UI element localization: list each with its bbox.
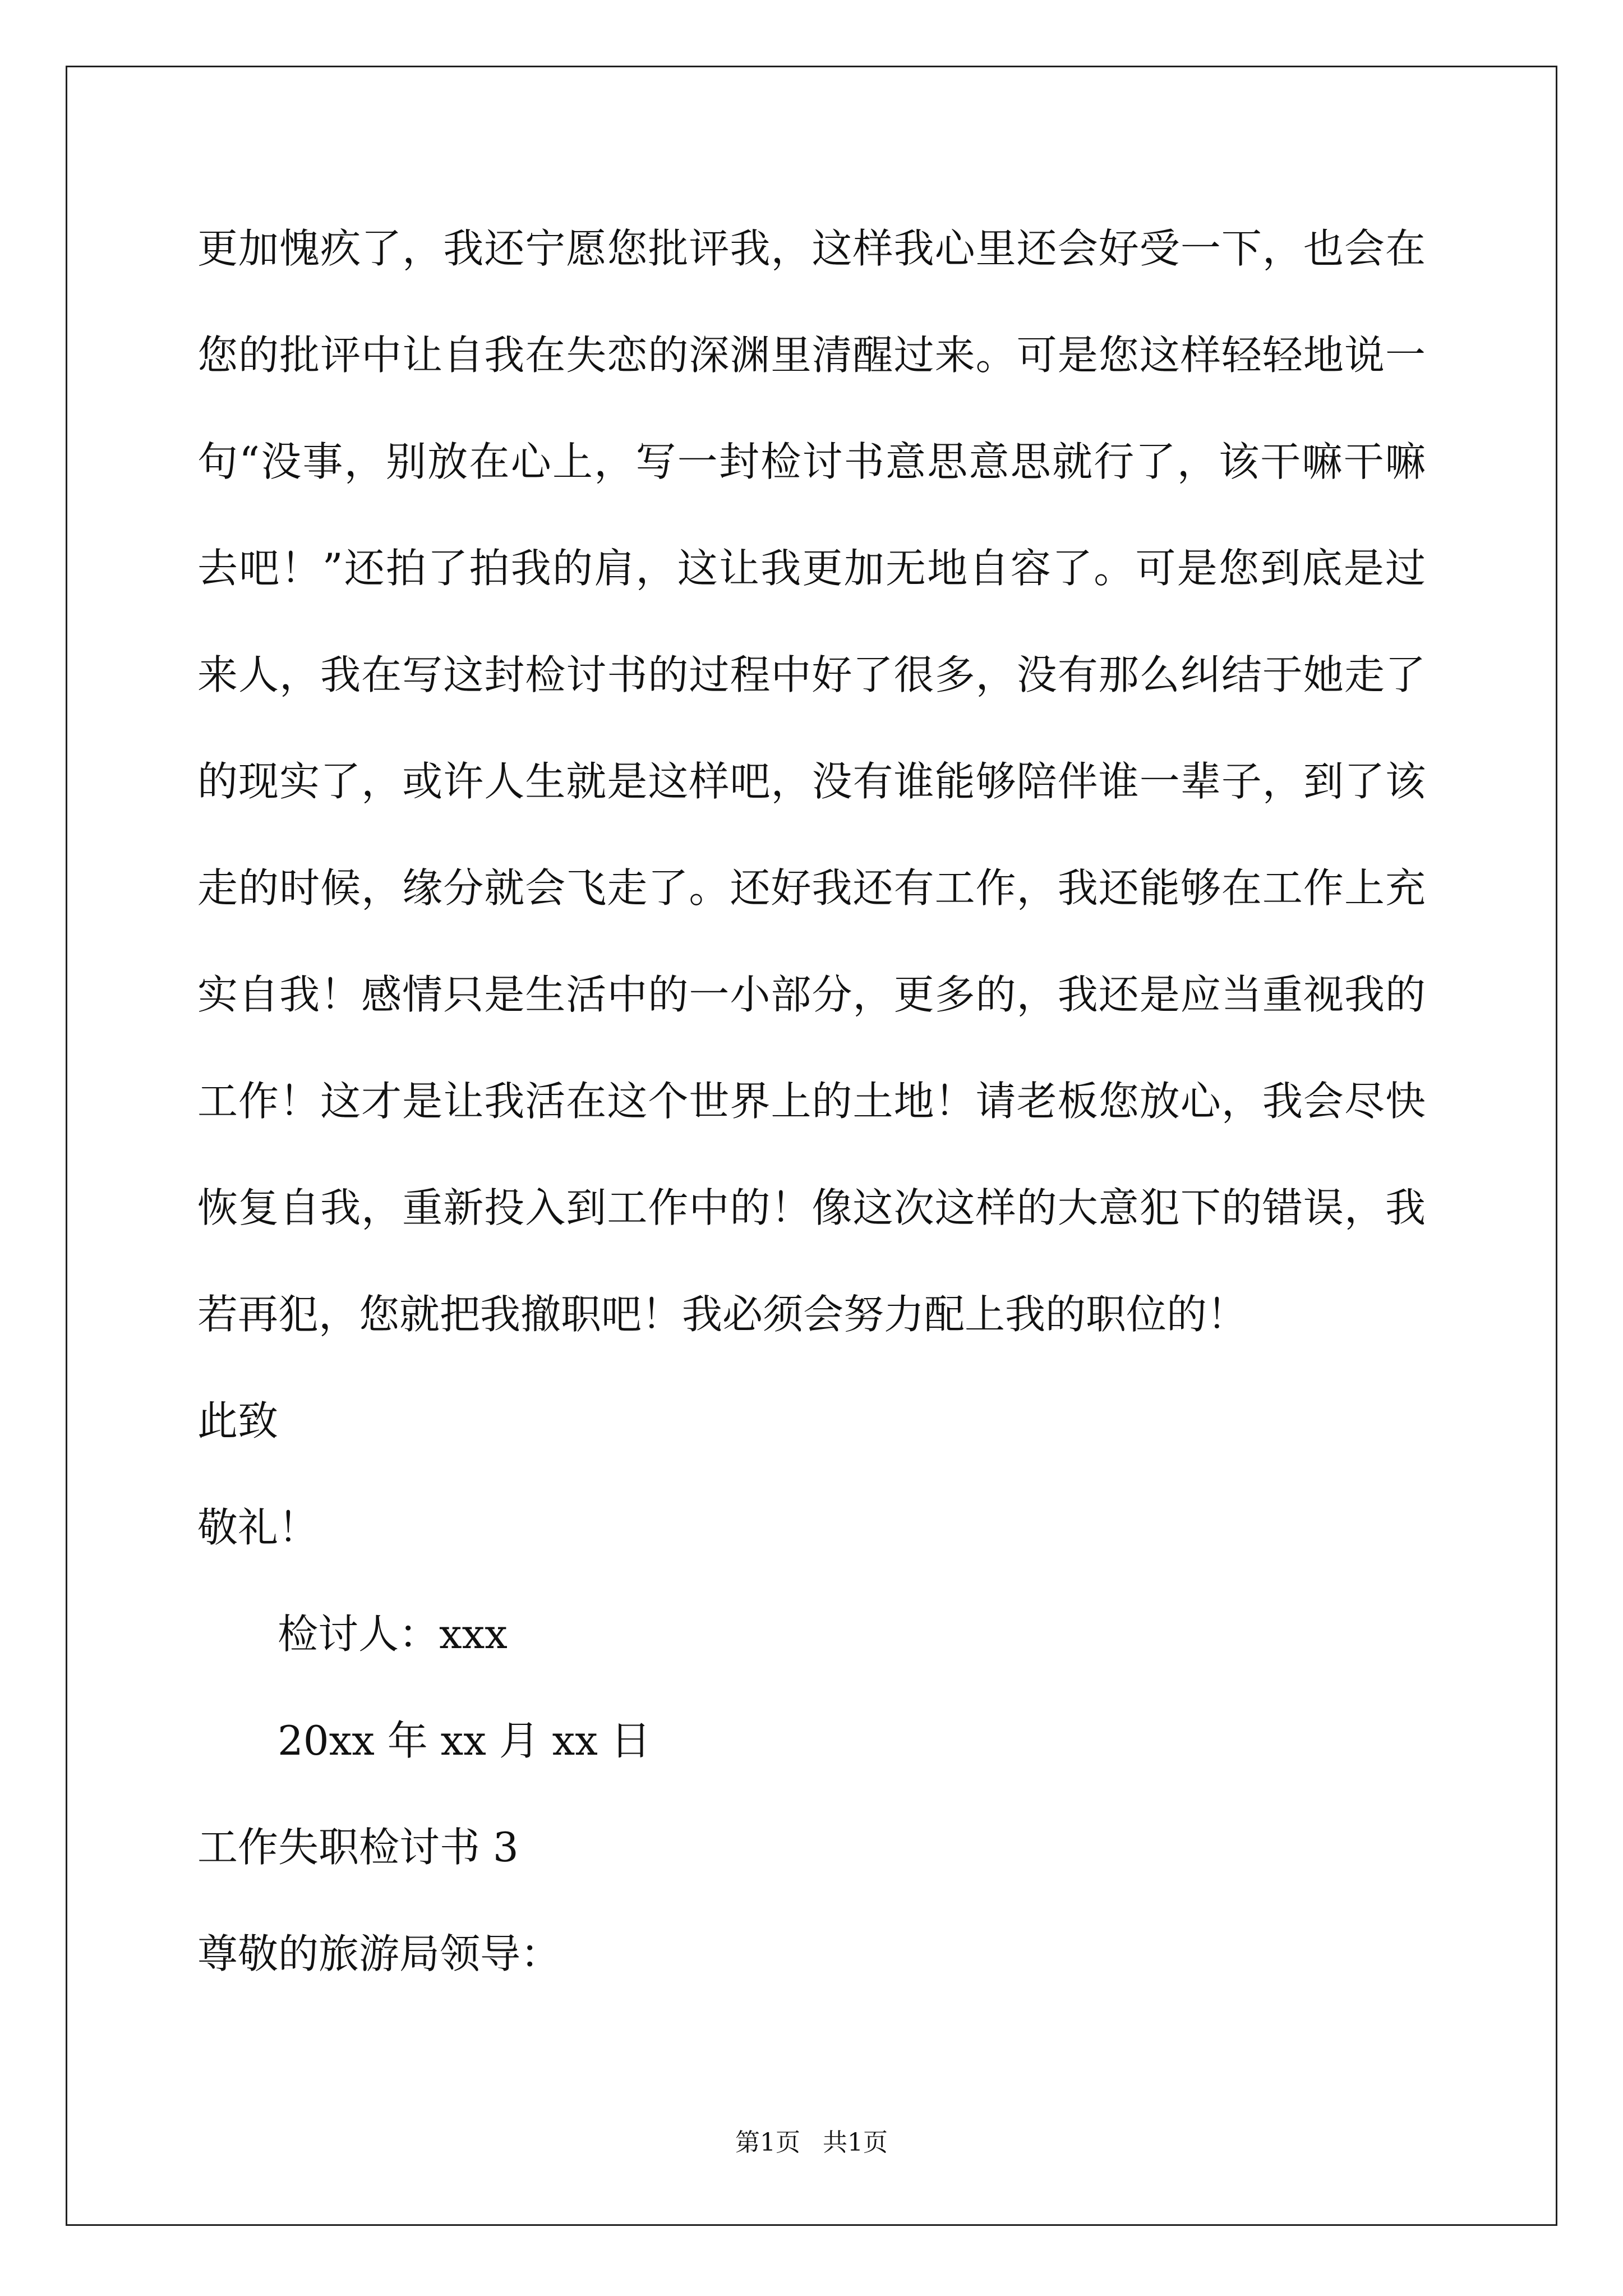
body-line: 您的批评中让自我在失恋的深渊里清醒过来。可是您这样轻轻地说一	[197, 332, 1426, 379]
body-line: 若再犯，您就把我撤职吧！我必须会努力配上我的职位的！	[197, 1291, 1248, 1338]
greeting-line: 尊敬的旅游局领导：	[197, 1930, 561, 1977]
body-line: 恢复自我，重新投入到工作中的！像这次这样的大意犯下的错误，我	[197, 1184, 1426, 1231]
body-line: 工作！这才是让我活在这个世界上的土地！请老板您放心，我会尽快	[197, 1078, 1426, 1125]
body-line: 的现实了，或许人生就是这样吧，没有谁能够陪伴谁一辈子，到了该	[197, 758, 1426, 805]
body-line: 走的时候，缘分就会飞走了。还好我还有工作，我还能够在工作上充	[197, 864, 1426, 912]
body-line: 更加愧疚了，我还宁愿您批评我，这样我心里还会好受一下，也会在	[197, 225, 1426, 272]
page-total: 共1页	[823, 2128, 888, 2157]
signature-line: 检讨人：xxx	[278, 1611, 508, 1658]
document-body	[197, 195, 1426, 2007]
page-number: 第1页	[735, 2128, 800, 2157]
section-title: 工作失职检讨书 3	[197, 1824, 519, 1871]
body-line: 去吧！”还拍了拍我的肩，这让我更加无地自容了。可是您到底是过	[197, 545, 1426, 592]
closing-line: 此致	[197, 1397, 279, 1444]
body-line: 来人，我在写这封检讨书的过程中好了很多，没有那么纠结于她走了	[197, 651, 1426, 698]
body-line: 实自我！感情只是生活中的一小部分，更多的，我还是应当重视我的	[197, 971, 1426, 1018]
body-line: 句“没事，别放在心上，写一封检讨书意思意思就行了，该干嘛干嘛	[197, 438, 1426, 485]
date-line: 20xx 年 xx 月 xx 日	[278, 1717, 651, 1764]
page-footer	[0, 2126, 1623, 2160]
salutation-line: 敬礼！	[197, 1504, 319, 1551]
